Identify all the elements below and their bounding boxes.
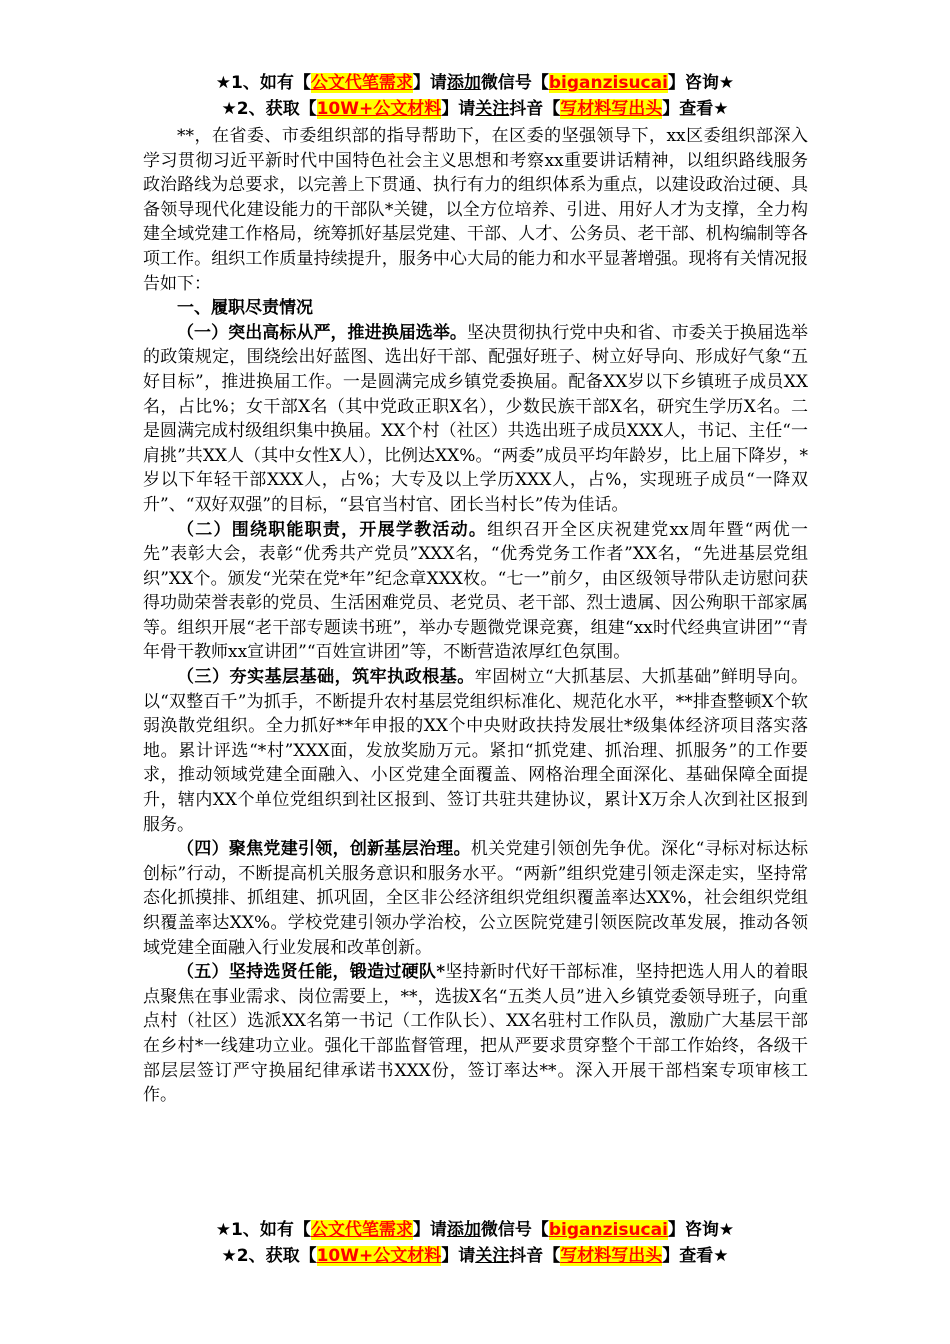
promo-suffix: 】咨询★	[667, 1220, 735, 1240]
promo-prefix: ★2、获取【	[221, 1246, 317, 1266]
intro-paragraph: **，在省委、市委组织部的指导帮助下，在区委的坚强领导下，xx区委组织部深入学习贯彻习近平新时代中国特色社会主义思想和考察xx重要讲话精神，以组织路线服务政治路线为总要求，以完善上下贯通、执行有力的组织体系为重点，以建设政治过硬、具备领导现代化建设能力的干部队*关键，以全方位培养、引进、用好人才为支撑，全力构建全域党建工作格局，统筹抓好基层党建、干部、人才、公务员、老干部、机构编制等各项工作。组织工作质量持续提升，服务中心大局的能力和水平显著增强。现将有关情况报告如下：	[143, 126, 808, 294]
item-title: （五）坚持选贤任能，锻造过硬队*	[177, 962, 446, 983]
promo-emphasis: 关注	[475, 99, 510, 119]
promo-emphasis: 添加	[446, 1220, 481, 1240]
promo-prefix: ★1、如有【	[215, 73, 311, 93]
promo-highlight-service: 公文代笔需求	[310, 1220, 413, 1240]
promo-prefix: ★2、获取【	[221, 99, 317, 119]
promo-highlight-service: 公文代笔需求	[310, 73, 413, 93]
item-paragraph-5	[143, 960, 808, 1108]
section-heading: 一、履职尽责情况	[177, 298, 313, 319]
promo-banner-bottom-line1	[0, 1217, 950, 1243]
item-title: （三）夯实基层基础，筑牢执政根基。	[177, 667, 475, 688]
promo-highlight-wechat-id: biganzisucai	[548, 73, 668, 93]
promo-highlight-douyin-account: 写材料写出头	[560, 99, 663, 119]
promo-text: 抖音【	[509, 1246, 561, 1266]
item-text: 牢固树立“大抓基层、大抓基础”鲜明导向。以“双整百千”为抓手，不断提升农村基层党组织标准化、规范化水平，**排查整顿X个软弱涣散党组织。全力抓好**年申报的XX个中央财政扶持发展壮*级集体经济项目落实落地。累计评选“*村”XXX面，发放奖励万元。紧扣“抓党建、抓治理、抓服务”的工作要求，推动领域党建全面融入、小区党建全面覆盖、网格治理全面深化、基础保障全面提升，辖内XX个单位党组织到社区报到、签订共驻共建协议，累计X万余人次到社区报到服务。	[143, 667, 808, 835]
item-text: 机关党建引领创先争优。深化“寻标对标达标创标”行动，不断提高机关服务意识和服务水平。“两新”组织党建引领走深走实，坚持常态化抓摸排、抓组建、抓巩固，全区非公经济组织党组织覆盖率达XX%，社会组织党组织覆盖率达XX%。学校党建引领办学治校，公立医院党建引领医院改革发展，推动各领域党建全面融入行业发展和改革创新。	[143, 839, 808, 958]
promo-text: 微信号【	[480, 73, 549, 93]
promo-highlight-wechat-id: biganzisucai	[548, 1220, 668, 1240]
promo-banner-top-line1	[0, 70, 950, 96]
promo-text: 】请	[441, 99, 476, 119]
promo-text: 微信号【	[480, 1220, 549, 1240]
item-paragraph-3	[143, 665, 808, 837]
promo-suffix: 】查看★	[662, 1246, 729, 1266]
item-title: （二）围绕职能职责，开展学教活动。	[177, 519, 488, 540]
promo-text: 抖音【	[509, 99, 561, 119]
promo-highlight-douyin-account: 写材料写出头	[560, 1246, 663, 1266]
document-body	[143, 124, 808, 1108]
promo-suffix: 】查看★	[662, 99, 729, 119]
promo-text: 】请	[412, 73, 447, 93]
promo-prefix: ★1、如有【	[215, 1220, 311, 1240]
promo-text: 】请	[441, 1246, 476, 1266]
promo-highlight-materials: 10W+公文材料	[316, 1246, 442, 1266]
promo-emphasis: 关注	[475, 1246, 510, 1266]
promo-highlight-materials: 10W+公文材料	[316, 99, 442, 119]
item-text: 组织召开全区庆祝建党xx周年暨“两优一先”表彰大会，表彰“优秀共产党员”XXX名，“优秀党务工作者”XX名，“先进基层党组织”XX个。颁发“光荣在党*年”纪念章XXX枚。“七一”前夕，由区级领导带队走访慰问获得功勋荣誉表彰的党员、生活困难党员、老党员、老干部、烈士遗属、因公殉职干部家属等。组织开展“老干部专题读书班”，举办专题微党课竞赛，组建“xx时代经典宣讲团”“青年骨干教师xx宣讲团”“百姓宣讲团”等，不断营造浓厚红色氛围。	[143, 519, 808, 663]
promo-text: 】请	[412, 1220, 447, 1240]
promo-banner-bottom-line2	[0, 1243, 950, 1269]
item-title: （一）突出高标从严，推进换届选举。	[177, 322, 467, 343]
promo-banner-top-line2	[0, 96, 950, 122]
item-paragraph-1	[143, 321, 808, 518]
item-paragraph-2	[143, 518, 808, 666]
item-text: 坚持新时代好干部标准，坚持把选人用人的着眼点聚焦在事业需求、岗位需要上，**，选拔X名“五类人员”进入乡镇党委领导班子，向重点村（社区）选派XX名第一书记（工作队长）、XX名驻村工作队员，激励广大基层干部在乡村*一线建功立业。强化干部监督管理，把从严要求贯穿整个干部工作始终，各级干部层层签订严守换届纪律承诺书XXX份，签订率达**。深入开展干部档案专项审核工作。	[143, 962, 809, 1106]
item-paragraph-4	[143, 837, 808, 960]
promo-suffix: 】咨询★	[667, 73, 735, 93]
item-text: 坚决贯彻执行党中央和省、市委关于换届选举的政策规定，围绕绘出好蓝图、选出好干部、配强好班子、树立好导向、形成好气象“五好目标”，推进换届工作。一是圆满完成乡镇党委换届。配备XX岁以下乡镇班子成员XX名，占比%；女干部X名（其中党政正职X名），少数民族干部X名，研究生学历X名。二是圆满完成村级组织集中换届。XX个村（社区）共选出班子成员XXX人，书记、主任“一肩挑”共XX人（其中女性X人），比例达XX%。“两委”成员平均年龄岁，比上届下降岁，*岁以下年轻干部XXX人，占%；大专及以上学历XXX人，占%，实现班子成员“一降双升”、“双好双强”的目标，“县官当村官、团长当村长”传为佳话。	[143, 322, 809, 515]
item-title: （四）聚焦党建引领，创新基层治理。	[177, 839, 471, 860]
promo-emphasis: 添加	[446, 73, 481, 93]
